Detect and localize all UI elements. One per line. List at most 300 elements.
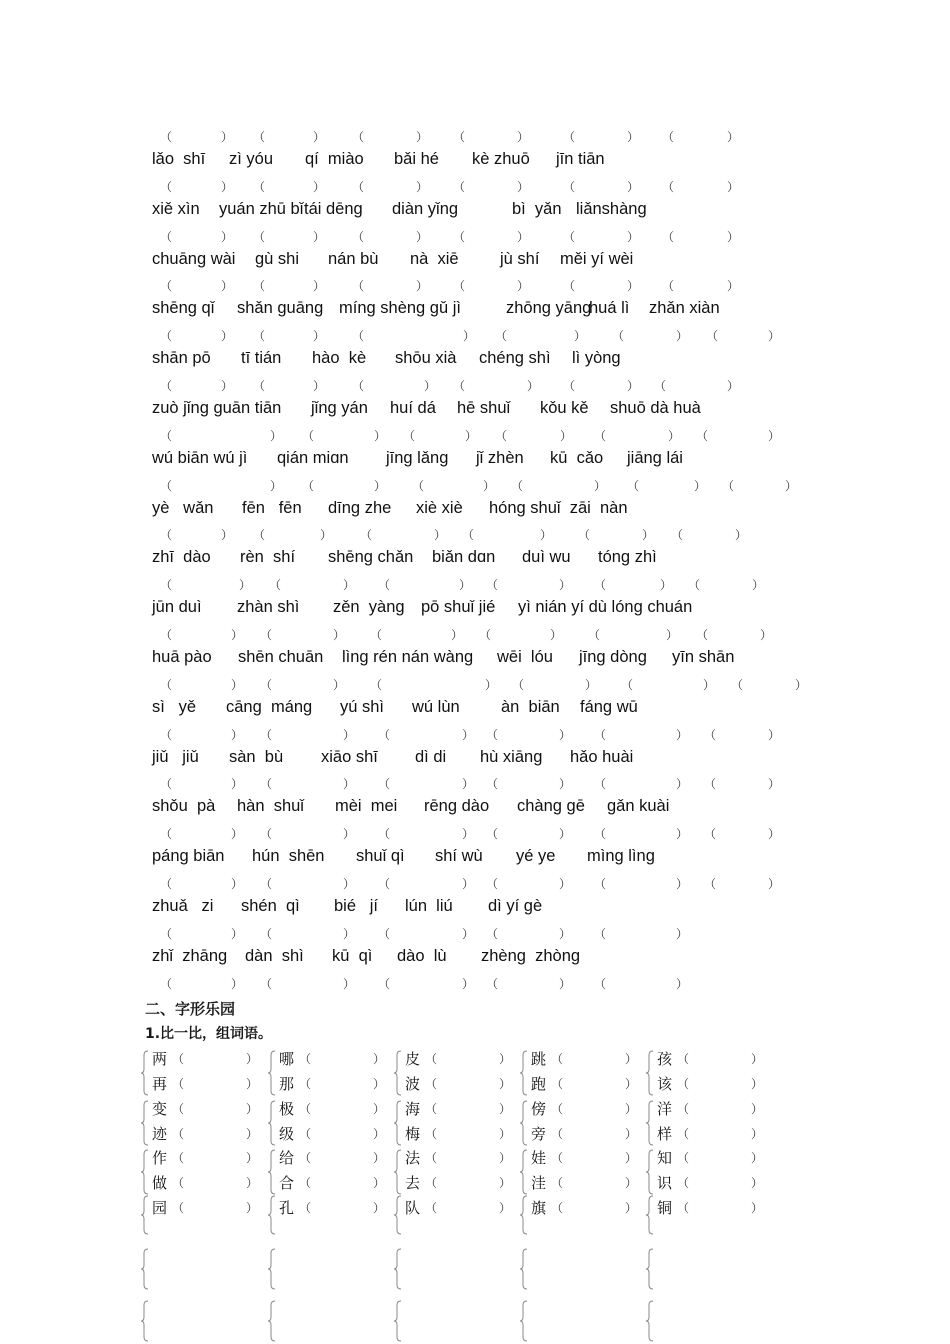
paren-open[interactable]: （ [671,528,684,543]
paren-close[interactable]: ） [313,179,326,194]
paren-open[interactable]: （ [621,677,634,692]
paren-open[interactable]: （ [160,229,173,244]
paren-close[interactable]: ） [668,428,681,443]
paren-close[interactable]: ） [752,578,765,593]
paren-open[interactable]: （ [160,727,173,742]
paren-open[interactable]: （ [352,329,365,344]
paren-close[interactable]: ） [499,1052,512,1066]
pinyin-row [0,698,950,718]
paren-open[interactable]: （ [677,1151,690,1165]
paren-close[interactable]: ） [559,777,572,792]
paren-close[interactable]: ） [221,528,234,543]
paren-close[interactable]: ） [727,229,740,244]
paren-close[interactable]: ） [343,578,356,593]
paren-close[interactable]: ） [373,1127,386,1141]
paren-close[interactable]: ） [676,777,689,792]
paren-open[interactable]: （ [486,877,499,891]
paren-open[interactable]: （ [486,777,499,792]
paren-close[interactable]: ） [333,677,346,692]
paren-close[interactable]: ） [517,179,530,194]
paren-close[interactable]: ） [559,578,572,593]
paren-open[interactable]: （ [378,578,391,593]
paren-open[interactable]: （ [160,677,173,692]
paren-close[interactable]: ） [527,379,540,393]
paren-close[interactable]: ） [585,677,598,692]
paren-open[interactable]: （ [260,727,273,742]
paren-open[interactable]: （ [731,677,744,692]
paren-open[interactable]: （ [172,1201,185,1215]
paren-close[interactable]: ） [499,1201,512,1215]
paren-close[interactable]: ） [559,976,572,991]
paren-close[interactable]: ） [270,478,283,493]
paren-close[interactable]: ） [768,727,781,742]
paren-open[interactable]: （ [160,976,173,991]
paren-open[interactable]: （ [453,229,466,244]
paren-close[interactable]: ） [676,329,689,344]
paren-open[interactable]: （ [677,1052,690,1066]
paren-close[interactable]: ） [246,1176,259,1190]
paren-open[interactable]: （ [662,229,675,244]
pinyin-row [0,349,950,369]
paren-close[interactable]: ） [462,727,475,742]
paren-close[interactable]: ） [231,926,244,941]
paren-close[interactable]: ） [462,777,475,792]
paren-open[interactable]: （ [160,877,173,891]
paren-open[interactable]: （ [160,628,173,642]
paren-open[interactable]: （ [260,877,273,891]
paren-open[interactable]: （ [453,130,466,144]
paren-close[interactable]: ） [660,578,673,593]
compare-character: 队 [405,1199,421,1217]
paren-close[interactable]: ） [625,1201,638,1215]
paren-close[interactable]: ） [270,428,283,443]
paren-open[interactable]: （ [403,428,416,443]
paren-close[interactable]: ） [451,628,464,642]
paren-close[interactable]: ） [760,628,773,642]
paren-open[interactable]: （ [352,229,365,244]
paren-close[interactable]: ） [594,478,607,493]
paren-open[interactable]: （ [706,329,719,344]
paren-close[interactable]: ） [231,777,244,792]
paren-close[interactable]: ） [559,877,572,891]
paren-close[interactable]: ） [499,1151,512,1165]
paren-open[interactable]: （ [378,827,391,842]
paren-close[interactable]: ） [424,379,437,393]
compare-character: 极 [279,1100,295,1118]
paren-open[interactable]: （ [677,1176,690,1190]
answer-bracket-row [0,477,950,497]
paren-close[interactable]: ） [676,877,689,891]
paren-open[interactable]: （ [269,578,282,593]
paren-close[interactable]: ） [221,279,234,294]
paren-close[interactable]: ） [374,478,387,493]
paren-open[interactable]: （ [160,279,173,294]
paren-close[interactable]: ） [313,130,326,144]
paren-open[interactable]: （ [172,1052,185,1066]
paren-open[interactable]: （ [677,1077,690,1091]
paren-open[interactable]: （ [486,827,499,842]
paren-close[interactable]: ） [517,130,530,144]
paren-close[interactable]: ） [768,827,781,842]
paren-open[interactable]: （ [253,279,266,294]
paren-close[interactable]: ） [434,528,447,543]
paren-close[interactable]: ） [625,1102,638,1116]
paren-close[interactable]: ） [751,1102,764,1116]
paren-close[interactable]: ） [462,926,475,941]
paren-close[interactable]: ） [627,130,640,144]
paren-open[interactable]: （ [299,1151,312,1165]
paren-open[interactable]: （ [486,727,499,742]
paren-close[interactable]: ） [221,229,234,244]
paren-close[interactable]: ） [343,877,356,891]
paren-open[interactable]: （ [425,1176,438,1190]
paren-open[interactable]: （ [563,179,576,194]
paren-open[interactable]: （ [370,677,383,692]
paren-close[interactable]: ） [517,229,530,244]
paren-open[interactable]: （ [172,1127,185,1141]
paren-close[interactable]: ） [560,428,573,443]
paren-close[interactable]: ） [676,926,689,941]
paren-close[interactable]: ） [231,976,244,991]
paren-close[interactable]: ） [540,528,553,543]
paren-close[interactable]: ） [499,1127,512,1141]
paren-close[interactable]: ） [627,279,640,294]
paren-close[interactable]: ） [676,727,689,742]
paren-close[interactable]: ） [373,1052,386,1066]
paren-close[interactable]: ） [374,428,387,443]
paren-open[interactable]: （ [462,528,475,543]
paren-close[interactable]: ） [627,379,640,393]
pinyin-word: tóng zhì [598,548,657,567]
paren-close[interactable]: ） [416,279,429,294]
paren-close[interactable]: ） [751,1052,764,1066]
paren-open[interactable]: （ [370,628,383,642]
paren-close[interactable]: ） [343,926,356,941]
paren-open[interactable]: （ [172,1077,185,1091]
paren-close[interactable]: ） [463,329,476,344]
paren-close[interactable]: ） [751,1077,764,1091]
paren-open[interactable]: （ [302,428,315,443]
paren-close[interactable]: ） [559,827,572,842]
paren-open[interactable]: （ [594,777,607,792]
paren-open[interactable]: （ [172,1151,185,1165]
paren-open[interactable]: （ [594,827,607,842]
paren-close[interactable]: ） [517,279,530,294]
paren-close[interactable]: ） [483,478,496,493]
paren-open[interactable]: （ [594,877,607,891]
paren-close[interactable]: ） [221,179,234,194]
paren-open[interactable]: （ [594,578,607,593]
paren-open[interactable]: （ [299,1077,312,1091]
paren-close[interactable]: ） [246,1127,259,1141]
paren-open[interactable]: （ [425,1201,438,1215]
paren-close[interactable]: ） [333,628,346,642]
paren-open[interactable]: （ [299,1052,312,1066]
paren-open[interactable]: （ [578,528,591,543]
paren-open[interactable]: （ [425,1127,438,1141]
paren-open[interactable]: （ [704,827,717,842]
paren-close[interactable]: ） [751,1151,764,1165]
paren-open[interactable]: （ [160,827,173,842]
paren-close[interactable]: ） [625,1176,638,1190]
paren-close[interactable]: ） [625,1077,638,1091]
paren-open[interactable]: （ [253,379,266,393]
paren-close[interactable]: ） [768,777,781,792]
paren-close[interactable]: ） [768,329,781,344]
pinyin-word: jǐ zhèn [476,448,524,467]
paren-open[interactable]: （ [696,428,709,443]
paren-open[interactable]: （ [551,1052,564,1066]
paren-open[interactable]: （ [378,877,391,891]
paren-close[interactable]: ） [343,976,356,991]
paren-close[interactable]: ） [499,1077,512,1091]
paren-open[interactable]: （ [594,727,607,742]
paren-open[interactable]: （ [360,528,373,543]
paren-open[interactable]: （ [453,279,466,294]
paren-open[interactable]: （ [352,179,365,194]
paren-close[interactable]: ） [231,827,244,842]
paren-open[interactable]: （ [378,777,391,792]
paren-open[interactable]: （ [260,677,273,692]
paren-close[interactable]: ） [642,528,655,543]
paren-open[interactable]: （ [299,1127,312,1141]
paren-open[interactable]: （ [412,478,425,493]
paren-open[interactable]: （ [160,329,173,344]
paren-open[interactable]: （ [594,428,607,443]
paren-close[interactable]: ） [320,528,333,543]
paren-open[interactable]: （ [160,179,173,194]
paren-close[interactable]: ） [727,130,740,144]
paren-open[interactable]: （ [172,1176,185,1190]
pinyin-row [0,847,950,867]
paren-close[interactable]: ） [239,578,252,593]
paren-close[interactable]: ） [343,777,356,792]
paren-open[interactable]: （ [551,1102,564,1116]
paren-open[interactable]: （ [594,976,607,991]
paren-open[interactable]: （ [677,1201,690,1215]
paren-open[interactable]: （ [551,1201,564,1215]
paren-close[interactable]: ） [727,379,740,393]
paren-open[interactable]: （ [479,628,492,642]
paren-close[interactable]: ） [246,1077,259,1091]
paren-close[interactable]: ） [727,279,740,294]
paren-open[interactable]: （ [260,926,273,941]
paren-close[interactable]: ） [625,1151,638,1165]
paren-open[interactable]: （ [511,478,524,493]
paren-close[interactable]: ） [221,379,234,393]
paren-open[interactable]: （ [563,130,576,144]
paren-open[interactable]: （ [299,1201,312,1215]
paren-close[interactable]: ） [462,976,475,991]
paren-open[interactable]: （ [486,926,499,941]
paren-open[interactable]: （ [352,130,365,144]
paren-close[interactable]: ） [694,478,707,493]
paren-close[interactable]: ） [795,677,808,692]
paren-close[interactable]: ） [416,179,429,194]
paren-close[interactable]: ） [373,1201,386,1215]
paren-close[interactable]: ） [416,130,429,144]
paren-close[interactable]: ） [574,329,587,344]
paren-open[interactable]: （ [425,1151,438,1165]
paren-open[interactable]: （ [352,379,365,393]
paren-open[interactable]: （ [594,926,607,941]
paren-open[interactable]: （ [160,578,173,593]
paren-open[interactable]: （ [696,628,709,642]
paren-close[interactable]: ） [221,130,234,144]
paren-close[interactable]: ） [666,628,679,642]
paren-close[interactable]: ） [751,1176,764,1190]
paren-open[interactable]: （ [662,130,675,144]
paren-close[interactable]: ） [625,1127,638,1141]
paren-open[interactable]: （ [486,578,499,593]
compare-character: 合 [279,1174,295,1192]
pinyin-word: shōu xià [395,349,457,368]
paren-close[interactable]: ） [751,1201,764,1215]
paren-close[interactable]: ） [231,727,244,742]
paren-close[interactable]: ） [246,1151,259,1165]
pinyin-word: hē shuǐ [457,399,511,417]
paren-open[interactable]: （ [563,229,576,244]
paren-close[interactable]: ） [559,727,572,742]
paren-close[interactable]: ） [416,229,429,244]
paren-open[interactable]: （ [160,926,173,941]
paren-open[interactable]: （ [495,329,508,344]
paren-open[interactable]: （ [677,1127,690,1141]
paren-close[interactable]: ） [735,528,748,543]
paren-open[interactable]: （ [453,379,466,393]
paren-open[interactable]: （ [253,329,266,344]
paren-close[interactable]: ） [343,727,356,742]
paren-open[interactable]: （ [160,528,173,543]
paren-open[interactable]: （ [260,777,273,792]
paren-close[interactable]: ） [462,827,475,842]
paren-open[interactable]: （ [160,777,173,792]
paren-close[interactable]: ） [676,827,689,842]
paren-close[interactable]: ） [768,428,781,443]
paren-open[interactable]: （ [551,1127,564,1141]
paren-open[interactable]: （ [299,1102,312,1116]
paren-close[interactable]: ） [373,1151,386,1165]
paren-open[interactable]: （ [722,478,735,493]
paren-open[interactable]: （ [160,379,173,393]
paren-open[interactable]: （ [425,1077,438,1091]
paren-open[interactable]: （ [425,1052,438,1066]
paren-open[interactable]: （ [654,379,667,393]
paren-open[interactable]: （ [260,827,273,842]
paren-close[interactable]: ） [246,1201,259,1215]
paren-open[interactable]: （ [551,1151,564,1165]
paren-open[interactable]: （ [662,279,675,294]
paren-close[interactable]: ） [462,877,475,891]
paren-close[interactable]: ） [499,1176,512,1190]
paren-close[interactable]: ） [313,229,326,244]
paren-open[interactable]: （ [253,130,266,144]
paren-open[interactable]: （ [612,329,625,344]
paren-open[interactable]: （ [453,179,466,194]
pinyin-word: kū qì [332,946,373,965]
paren-open[interactable]: （ [704,777,717,792]
paren-open[interactable]: （ [551,1077,564,1091]
paren-open[interactable]: （ [495,428,508,443]
paren-close[interactable]: ） [343,827,356,842]
pinyin-word: hàn shuǐ [237,797,304,816]
paren-open[interactable]: （ [662,179,675,194]
paren-open[interactable]: （ [299,1176,312,1190]
paren-close[interactable]: ） [246,1052,259,1066]
paren-close[interactable]: ） [231,628,244,642]
paren-close[interactable]: ） [459,578,472,593]
paren-close[interactable]: ） [627,229,640,244]
paren-close[interactable]: ） [313,279,326,294]
paren-close[interactable]: ） [703,677,716,692]
paren-open[interactable]: （ [302,478,315,493]
paren-close[interactable]: ） [676,976,689,991]
pinyin-word: gù shi [255,249,300,268]
paren-open[interactable]: （ [627,478,640,493]
paren-open[interactable]: （ [352,279,365,294]
paren-close[interactable]: ） [313,379,326,393]
paren-close[interactable]: ） [751,1127,764,1141]
paren-close[interactable]: ） [768,877,781,891]
paren-close[interactable]: ） [627,179,640,194]
paren-open[interactable]: （ [253,229,266,244]
paren-close[interactable]: ） [246,1102,259,1116]
paren-close[interactable]: ） [373,1102,386,1116]
paren-open[interactable]: （ [253,179,266,194]
paren-open[interactable]: （ [160,478,173,493]
paren-close[interactable]: ） [559,926,572,941]
paren-open[interactable]: （ [425,1102,438,1116]
paren-open[interactable]: （ [260,628,273,642]
paren-open[interactable]: （ [160,130,173,144]
paren-open[interactable]: （ [378,976,391,991]
paren-close[interactable]: ） [231,677,244,692]
compare-character: 哪 [279,1050,295,1068]
paren-open[interactable]: （ [704,727,717,742]
paren-close[interactable]: ） [625,1052,638,1066]
paren-open[interactable]: （ [253,528,266,543]
paren-close[interactable]: ） [373,1077,386,1091]
paren-open[interactable]: （ [688,578,701,593]
paren-close[interactable]: ） [465,428,478,443]
paren-close[interactable]: ） [231,877,244,891]
paren-close[interactable]: ） [221,329,234,344]
paren-close[interactable]: ） [550,628,563,642]
paren-close[interactable]: ） [727,179,740,194]
paren-open[interactable]: （ [486,976,499,991]
pinyin-word: shuǐ qì [356,847,405,866]
pinyin-word: biǎn dɑn [432,548,496,567]
paren-open[interactable]: （ [704,877,717,891]
paren-open[interactable]: （ [588,628,601,642]
paren-open[interactable]: （ [378,727,391,742]
paren-open[interactable]: （ [172,1102,185,1116]
paren-open[interactable]: （ [512,677,525,692]
paren-open[interactable]: （ [378,926,391,941]
paren-open[interactable]: （ [563,279,576,294]
paren-open[interactable]: （ [677,1102,690,1116]
paren-close[interactable]: ） [499,1102,512,1116]
paren-open[interactable]: （ [260,976,273,991]
paren-close[interactable]: ） [313,329,326,344]
paren-open[interactable]: （ [160,428,173,443]
answer-bracket-row [0,327,950,347]
paren-close[interactable]: ） [373,1176,386,1190]
paren-close[interactable]: ） [785,478,798,493]
paren-open[interactable]: （ [551,1176,564,1190]
paren-close[interactable]: ） [485,677,498,692]
paren-open[interactable]: （ [563,379,576,393]
